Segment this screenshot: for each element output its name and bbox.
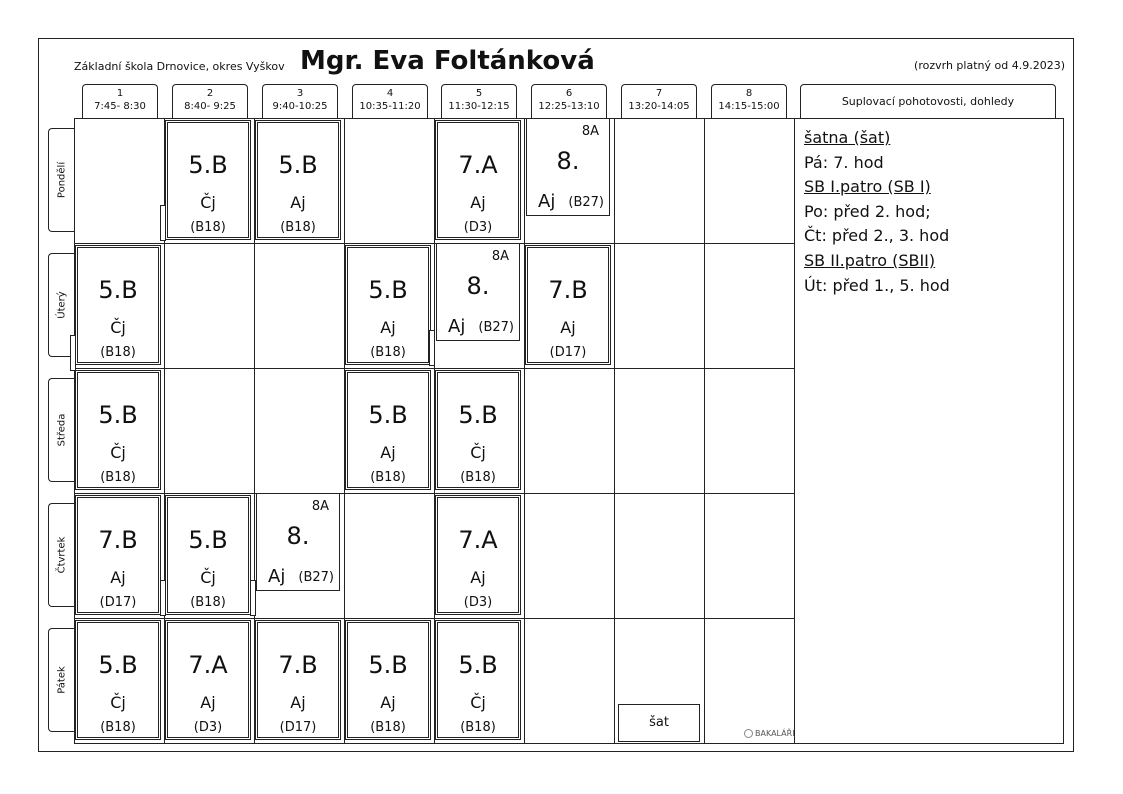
period-header-6 [531,84,607,118]
lesson-cls: 5.B [458,401,498,429]
lesson-subj: Čj [110,693,126,712]
lesson-cell[interactable] [435,495,521,615]
day-label-0 [48,128,74,232]
group-lesson-cell[interactable] [436,243,520,341]
lesson-cls: 7.B [278,651,318,679]
lesson-room: (B18) [370,470,406,485]
period-time: 9:40-10:25 [272,101,328,112]
lesson-cell[interactable] [165,120,251,240]
period-time: 7:45- 8:30 [94,101,146,112]
lesson-cell[interactable] [345,620,431,740]
period-time: 8:40- 9:25 [184,101,236,112]
lesson-room: (B18) [100,345,136,360]
lesson-subj: Aj [380,693,396,712]
period-header-8 [711,84,787,118]
lesson-cell[interactable] [75,620,161,740]
lesson-subj: Čj [470,443,486,462]
lesson-cell[interactable] [75,370,161,490]
lesson-room: (D3) [463,595,493,610]
grid-line [524,119,525,743]
period-time: 13:20-14:05 [628,101,690,112]
lesson-cls: 7.A [458,526,498,554]
lesson-cls: 5.B [188,526,228,554]
lesson-subj: Aj [290,193,306,212]
grid-line [704,119,705,743]
lesson-subj: Čj [470,693,486,712]
period-time: 11:30-12:15 [448,101,510,112]
period-number: 8 [745,88,753,99]
change-marker [250,580,256,616]
lesson-subj: Čj [110,318,126,337]
lesson-cls: 5.B [368,276,408,304]
validity-note: (rozvrh platný od 4.9.2023) [914,59,1065,72]
lesson-room: (B18) [460,470,496,485]
change-marker [70,335,76,371]
period-number: 5 [475,88,483,99]
lesson-subj: Aj [200,693,216,712]
duty-time: Pá: 7. hod [804,152,884,172]
lesson-room: (B18) [190,595,226,610]
period-header-3 [262,84,338,118]
bakalari-brand [744,729,795,738]
period-time: 12:25-13:10 [538,101,600,112]
group-lesson-room: (B27) [568,195,604,210]
lesson-cls: 5.B [368,651,408,679]
duty-time: Čt: před 2., 3. hod [804,226,950,246]
lesson-cell[interactable] [255,120,341,240]
change-marker [160,205,166,241]
lesson-subj: Čj [200,193,216,212]
group-lesson-cell[interactable] [526,118,610,216]
lesson-cls: 5.B [98,401,138,429]
lesson-subj: Aj [290,693,306,712]
lesson-room: (B18) [100,720,136,735]
group-lesson-cls: 8. [466,272,490,300]
period-time: 14:15-15:00 [718,101,780,112]
period-header-4 [352,84,428,118]
duty-location: šatna (šat) [804,128,891,147]
group-lesson-group: 8A [491,249,509,264]
duty-list [804,126,950,298]
period-number: 7 [655,88,663,99]
lesson-subj: Čj [110,443,126,462]
group-lesson-subj: Aj [268,566,286,587]
day-label-3 [48,503,74,607]
lesson-cls: 5.B [188,151,228,179]
period-number: 6 [565,88,573,99]
group-lesson-subj: Aj [448,316,466,337]
lesson-room: (B18) [370,720,406,735]
day-name: Úterý [56,291,67,319]
duty-cell-sat: šat [618,704,700,742]
lesson-subj: Aj [470,193,486,212]
day-name: Pondělí [56,161,67,199]
day-name: Čtvrtek [56,536,67,574]
group-lesson-cls: 8. [286,522,310,550]
lesson-room: (B18) [460,720,496,735]
lesson-subj: Aj [380,318,396,337]
lesson-cell[interactable] [165,620,251,740]
period-header-5 [441,84,517,118]
grid-line [614,119,615,743]
change-marker [160,580,166,616]
lesson-cell[interactable] [435,620,521,740]
lesson-cls: 7.B [548,276,588,304]
lesson-cell[interactable] [165,495,251,615]
lesson-subj: Čj [200,568,216,587]
period-header-7 [621,84,697,118]
period-header-1 [82,84,158,118]
period-number: 2 [206,88,214,99]
lesson-room: (B18) [280,220,316,235]
period-number: 1 [116,88,124,99]
lesson-cls: 7.B [98,526,138,554]
lesson-cls: 5.B [458,651,498,679]
group-lesson-room: (B27) [298,570,334,585]
day-name: Středa [56,413,67,447]
grid-line [75,243,795,244]
brand-label: BAKALÁŘI [755,729,795,738]
lesson-cls: 5.B [98,651,138,679]
grid-line [75,618,795,619]
period-number: 3 [296,88,304,99]
lesson-room: (D17) [549,345,587,360]
lesson-room: (D3) [463,220,493,235]
lesson-cls: 5.B [278,151,318,179]
lesson-room: (B18) [370,345,406,360]
group-lesson-cell[interactable] [256,493,340,591]
lesson-cell[interactable] [345,245,431,365]
lesson-subj: Aj [380,443,396,462]
change-marker [429,330,435,366]
lesson-cls: 5.B [368,401,408,429]
period-time: 10:35-11:20 [359,101,421,112]
day-label-4 [48,628,74,732]
lesson-cell[interactable] [75,245,161,365]
day-label-2 [48,378,74,482]
grid-line [75,368,795,369]
lesson-room: (D3) [193,720,223,735]
lesson-subj: Aj [470,568,486,587]
lesson-room: (B18) [190,220,226,235]
period-number: 4 [386,88,394,99]
lesson-subj: Aj [110,568,126,587]
grid-line [794,119,795,743]
period-header-2 [172,84,248,118]
group-lesson-cls: 8. [556,147,580,175]
group-lesson-group: 8A [311,499,329,514]
lesson-cell[interactable] [525,245,611,365]
group-lesson-room: (B27) [478,320,514,335]
group-lesson-group: 8A [581,124,599,139]
lesson-room: (D17) [99,595,137,610]
lesson-cls: 5.B [98,276,138,304]
lesson-cell[interactable] [255,620,341,740]
lesson-cell[interactable] [345,370,431,490]
lesson-cell[interactable] [75,495,161,615]
school-name: Základní škola Drnovice, okres Vyškov [74,60,285,73]
duty-time: Út: před 1., 5. hod [804,275,950,295]
duty-time: Po: před 2. hod; [804,201,931,221]
lesson-room: (B18) [100,470,136,485]
group-lesson-subj: Aj [538,191,556,212]
lesson-cell[interactable] [435,370,521,490]
duty-column-header: Suplovací pohotovosti, dohledy [800,84,1056,118]
bakalari-logo-icon [744,729,753,738]
lesson-room: (D17) [279,720,317,735]
lesson-cls: 7.A [458,151,498,179]
grid-line [75,493,795,494]
lesson-cls: 7.A [188,651,228,679]
lesson-subj: Aj [560,318,576,337]
teacher-name: Mgr. Eva Foltánková [300,46,595,76]
lesson-cell[interactable] [435,120,521,240]
duty-location: SB II.patro (SBII) [804,250,936,270]
duty-location: SB I.patro (SB I) [804,177,931,197]
day-name: Pátek [56,666,67,694]
